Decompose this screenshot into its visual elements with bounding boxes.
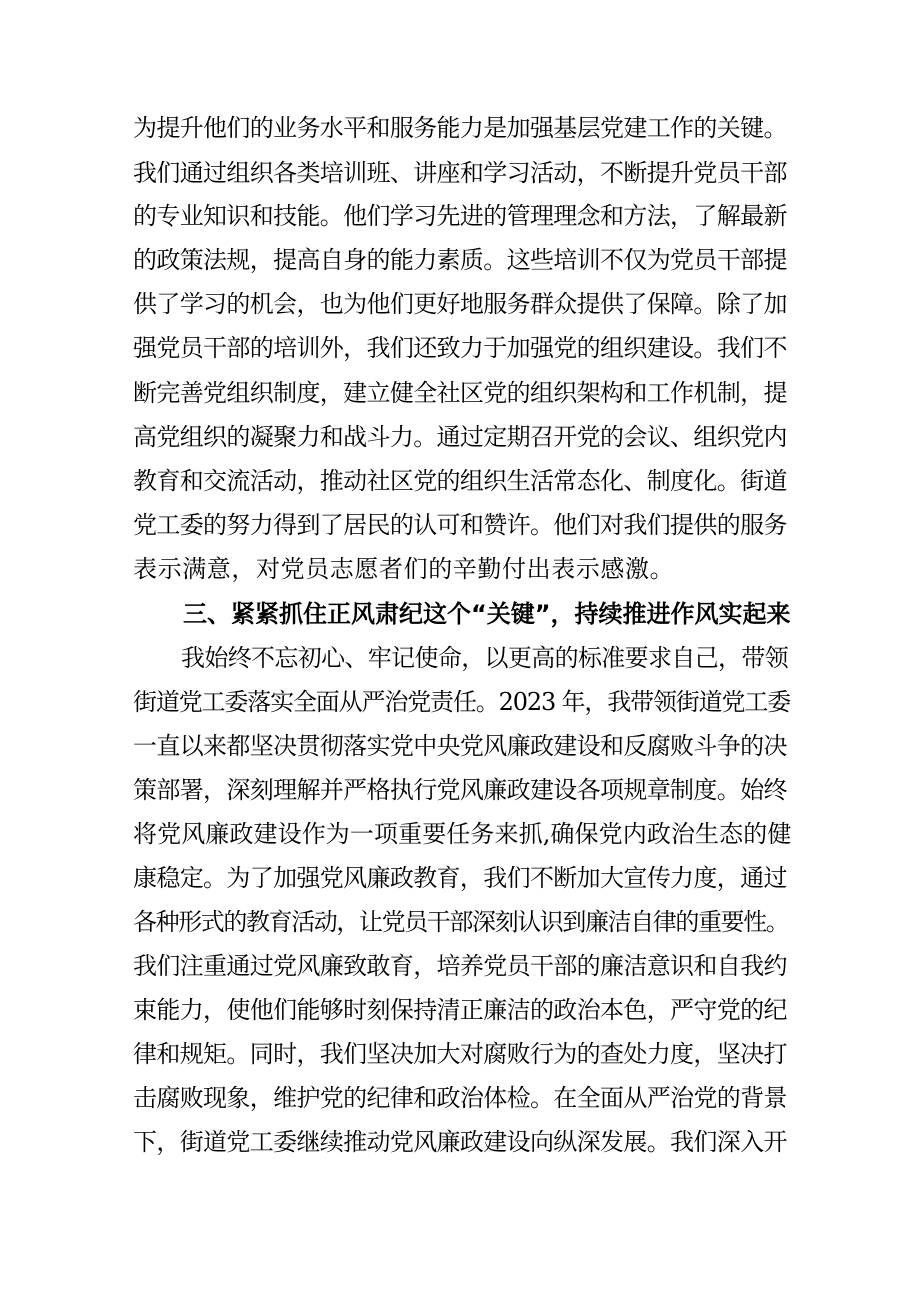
- text-line: 各种形式的教育活动，让党员干部深刻认识到廉洁自律的重要性。: [133, 908, 789, 936]
- text-line: 的专业知识和技能。他们学习先进的管理理念和方法，了解最新: [133, 202, 787, 230]
- text-line: 党工委的努力得到了居民的认可和赞许。他们对我们提供的服务: [133, 511, 787, 539]
- text-line: 街道党工委落实全面从严治党责任。2023 年，我带领街道党工委: [133, 688, 791, 716]
- text-line: 下，街道党工委继续推动党风廉政建设向纵深发展。我们深入开: [133, 1128, 787, 1156]
- text-line: 的政策法规，提高自身的能力素质。这些培训不仅为党员干部提: [133, 246, 787, 274]
- text-line: 我们注重通过党风廉致敢育，培养党员干部的廉洁意识和自我约: [133, 952, 787, 980]
- text-line: 将党风廉政建设作为一项重要任务来抓,确保党内政治生态的健: [133, 820, 792, 848]
- text-line: 强党员干部的培训外，我们还致力于加强党的组织建设。我们不: [133, 334, 787, 362]
- text-line: 教育和交流活动，推动社区党的组织生活常态化、制度化。街道: [133, 467, 787, 495]
- paragraph-first-line: 我始终不忘初心、牢记使命，以更高的标准要求自己，带领: [181, 644, 789, 672]
- text-line: 律和规矩。同时，我们坚决加大对腐败行为的查处力度，坚决打: [133, 1040, 787, 1068]
- text-line: 我们通过组织各类培训班、讲座和学习活动，不断提升党员干部: [133, 159, 787, 187]
- text-line: 供了学习的机会，也为他们更好地服务群众提供了保障。除了加: [133, 290, 787, 318]
- text-line: 表示满意，对党员志愿者们的辛勤付出表示感激。: [133, 555, 675, 583]
- text-line: 为提升他们的业务水平和服务能力是加强基层党建工作的关键。: [133, 114, 787, 142]
- text-line: 策部署，深刻理解并严格执行党风廉政建设各项规章制度。始终: [133, 776, 787, 804]
- text-line: 束能力，使他们能够时刻保持清正廉洁的政治本色，严守党的纪: [133, 996, 787, 1024]
- text-line: 断完善党组织制度，建立健全社区党的组织架构和工作机制，提: [133, 379, 787, 407]
- text-line: 击腐败现象，维护党的纪律和政治体检。在全面从严治党的背景: [133, 1084, 787, 1112]
- text-line: 一直以来都坚决贯彻落实党中央党风廉政建设和反腐败斗争的决: [133, 732, 787, 760]
- text-line: 康稳定。为了加强党风廉政教育，我们不断加大宣传力度，通过: [133, 864, 787, 892]
- section-heading: 三、紧紧抓住正风肃纪这个“关键”，持续推进作风实起来: [183, 600, 791, 628]
- text-line: 高党组织的凝聚力和战斗力。通过定期召开党的会议、组织党内: [133, 423, 787, 451]
